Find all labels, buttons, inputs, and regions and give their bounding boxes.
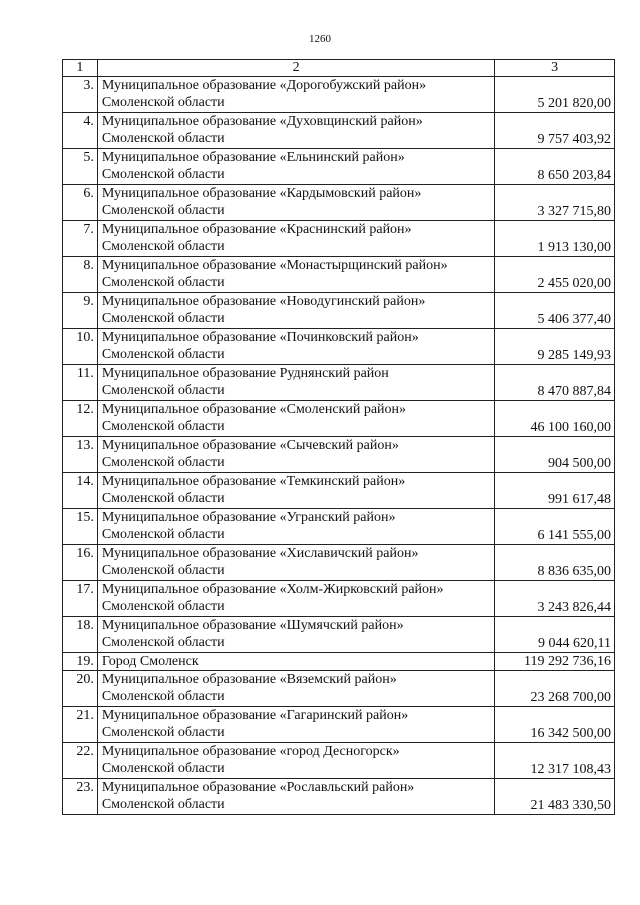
table-header-row	[63, 60, 615, 77]
municipality-name	[97, 473, 494, 509]
row-number: 16.	[63, 545, 98, 581]
municipality-name-line1: Муниципальное образование «Угранский район»	[101, 510, 396, 525]
municipality-name-line1: Муниципальное образование «Вяземский район»	[101, 672, 397, 687]
municipality-name	[97, 257, 494, 293]
municipality-name	[97, 401, 494, 437]
table-row	[63, 779, 615, 815]
column-header-amount: 3	[495, 60, 615, 77]
allocation-amount: 2 455 020,00	[495, 257, 615, 293]
municipality-name-line1: Муниципальное образование «Краснинский район»	[101, 222, 412, 237]
allocation-amount: 6 141 555,00	[495, 509, 615, 545]
municipality-name-line1: Муниципальное образование «Новодугинский район»	[101, 294, 426, 309]
municipality-name-line2: Смоленской области	[101, 131, 225, 146]
table-row	[63, 77, 615, 113]
municipality-name-line1: Муниципальное образование Руднянский район	[101, 366, 389, 381]
municipality-name	[97, 437, 494, 473]
table-row	[63, 185, 615, 221]
allocation-amount: 16 342 500,00	[495, 707, 615, 743]
allocation-amount: 991 617,48	[495, 473, 615, 509]
row-number: 10.	[63, 329, 98, 365]
municipality-name	[97, 545, 494, 581]
municipality-name	[97, 509, 494, 545]
table-row	[63, 113, 615, 149]
municipality-name-line1: Муниципальное образование «Кардымовский район»	[101, 186, 422, 201]
table-row	[63, 257, 615, 293]
municipality-name	[97, 617, 494, 653]
municipality-name-line2: Смоленской области	[101, 311, 225, 326]
allocation-amount: 904 500,00	[495, 437, 615, 473]
municipality-name-line2: Смоленской области	[101, 491, 225, 506]
row-number: 4.	[63, 113, 98, 149]
municipality-name	[97, 779, 494, 815]
table-row	[63, 365, 615, 401]
municipality-name-line2: Смоленской области	[101, 527, 225, 542]
row-number: 3.	[63, 77, 98, 113]
row-number: 8.	[63, 257, 98, 293]
municipality-name-line2: Смоленской области	[101, 383, 225, 398]
municipality-name-line1: Муниципальное образование «город Десногорск»	[101, 744, 400, 759]
municipality-name-line1: Муниципальное образование «Смоленский район»	[101, 402, 407, 417]
table-row	[63, 671, 615, 707]
row-number: 7.	[63, 221, 98, 257]
table-row	[63, 509, 615, 545]
municipality-name-line2: Смоленской области	[101, 419, 225, 434]
allocation-amount: 8 650 203,84	[495, 149, 615, 185]
column-header-number: 1	[63, 60, 98, 77]
row-number: 23.	[63, 779, 98, 815]
municipality-name	[97, 329, 494, 365]
allocation-table	[62, 59, 615, 815]
allocation-amount: 8 836 635,00	[495, 545, 615, 581]
municipality-name	[97, 293, 494, 329]
table-row	[63, 293, 615, 329]
municipality-name-line2: Смоленской области	[101, 275, 225, 290]
municipality-name-line1: Муниципальное образование «Монастырщинский район»	[101, 258, 448, 273]
municipality-name	[97, 113, 494, 149]
allocation-amount: 119 292 736,16	[495, 653, 615, 671]
row-number: 20.	[63, 671, 98, 707]
municipality-name	[97, 743, 494, 779]
municipality-name-line2: Смоленской области	[101, 167, 225, 182]
allocation-amount: 12 317 108,43	[495, 743, 615, 779]
municipality-name-line2: Смоленской области	[101, 455, 225, 470]
table-row	[63, 473, 615, 509]
municipality-name-line1: Муниципальное образование «Холм-Жирковский район»	[101, 582, 444, 597]
allocation-amount: 23 268 700,00	[495, 671, 615, 707]
municipality-name-line1: Муниципальное образование «Дорогобужский район»	[101, 78, 427, 93]
municipality-name	[97, 581, 494, 617]
allocation-amount: 9 285 149,93	[495, 329, 615, 365]
table-row	[63, 221, 615, 257]
municipality-name-line1: Муниципальное образование «Сычевский район»	[101, 438, 399, 453]
allocation-amount: 5 406 377,40	[495, 293, 615, 329]
column-header-name: 2	[97, 60, 494, 77]
row-number: 11.	[63, 365, 98, 401]
municipality-name-line2: Смоленской области	[101, 239, 225, 254]
allocation-amount: 8 470 887,84	[495, 365, 615, 401]
municipality-name	[97, 149, 494, 185]
table-row	[63, 707, 615, 743]
allocation-amount: 3 243 826,44	[495, 581, 615, 617]
allocation-amount: 3 327 715,80	[495, 185, 615, 221]
municipality-name-line2: Смоленской области	[101, 599, 225, 614]
allocation-amount: 5 201 820,00	[495, 77, 615, 113]
allocation-amount: 9 757 403,92	[495, 113, 615, 149]
allocation-amount: 1 913 130,00	[495, 221, 615, 257]
table-row	[63, 329, 615, 365]
row-number: 14.	[63, 473, 98, 509]
allocation-amount: 46 100 160,00	[495, 401, 615, 437]
table-row	[63, 653, 615, 671]
allocation-amount: 9 044 620,11	[495, 617, 615, 653]
municipality-name	[97, 707, 494, 743]
municipality-name-line1: Муниципальное образование «Хиславичский район»	[101, 546, 419, 561]
municipality-name-line2: Смоленской области	[101, 689, 225, 704]
municipality-name-line2: Смоленской области	[101, 203, 225, 218]
municipality-name	[97, 365, 494, 401]
municipality-name-line1: Муниципальное образование «Ельнинский район»	[101, 150, 405, 165]
municipality-name-line2: Смоленской области	[101, 761, 225, 776]
row-number: 22.	[63, 743, 98, 779]
table-row	[63, 545, 615, 581]
table-row	[63, 401, 615, 437]
table-body	[63, 77, 615, 815]
municipality-name-line1: Муниципальное образование «Рославльский район»	[101, 780, 415, 795]
municipality-name-line2: Смоленской области	[101, 95, 225, 110]
municipality-name-line1: Муниципальное образование «Духовщинский район»	[101, 114, 423, 129]
row-number: 18.	[63, 617, 98, 653]
row-number: 9.	[63, 293, 98, 329]
row-number: 19.	[63, 653, 98, 671]
municipality-name-line1: Муниципальное образование «Гагаринский район»	[101, 708, 409, 723]
page-number: 1260	[309, 33, 331, 45]
table-row	[63, 743, 615, 779]
row-number: 13.	[63, 437, 98, 473]
table-row	[63, 581, 615, 617]
row-number: 15.	[63, 509, 98, 545]
table-row	[63, 149, 615, 185]
municipality-name-line2: Смоленской области	[101, 347, 225, 362]
municipality-name	[97, 221, 494, 257]
row-number: 21.	[63, 707, 98, 743]
municipality-name	[97, 671, 494, 707]
municipality-name-line2: Смоленской области	[101, 725, 225, 740]
table-row	[63, 437, 615, 473]
municipality-name	[97, 77, 494, 113]
municipality-name-line1: Муниципальное образование «Темкинский район»	[101, 474, 406, 489]
municipality-name	[97, 185, 494, 221]
municipality-name-line2: Смоленской области	[101, 635, 225, 650]
row-number: 17.	[63, 581, 98, 617]
municipality-name-line1: Город Смоленск	[101, 654, 199, 669]
row-number: 12.	[63, 401, 98, 437]
municipality-name-line1: Муниципальное образование «Шумячский район»	[101, 618, 404, 633]
municipality-name-line2: Смоленской области	[101, 797, 225, 812]
municipality-name-line2: Смоленской области	[101, 563, 225, 578]
row-number: 6.	[63, 185, 98, 221]
municipality-name-line1: Муниципальное образование «Починковский район»	[101, 330, 419, 345]
row-number: 5.	[63, 149, 98, 185]
municipality-name	[97, 653, 494, 671]
allocation-amount: 21 483 330,50	[495, 779, 615, 815]
table-row	[63, 617, 615, 653]
